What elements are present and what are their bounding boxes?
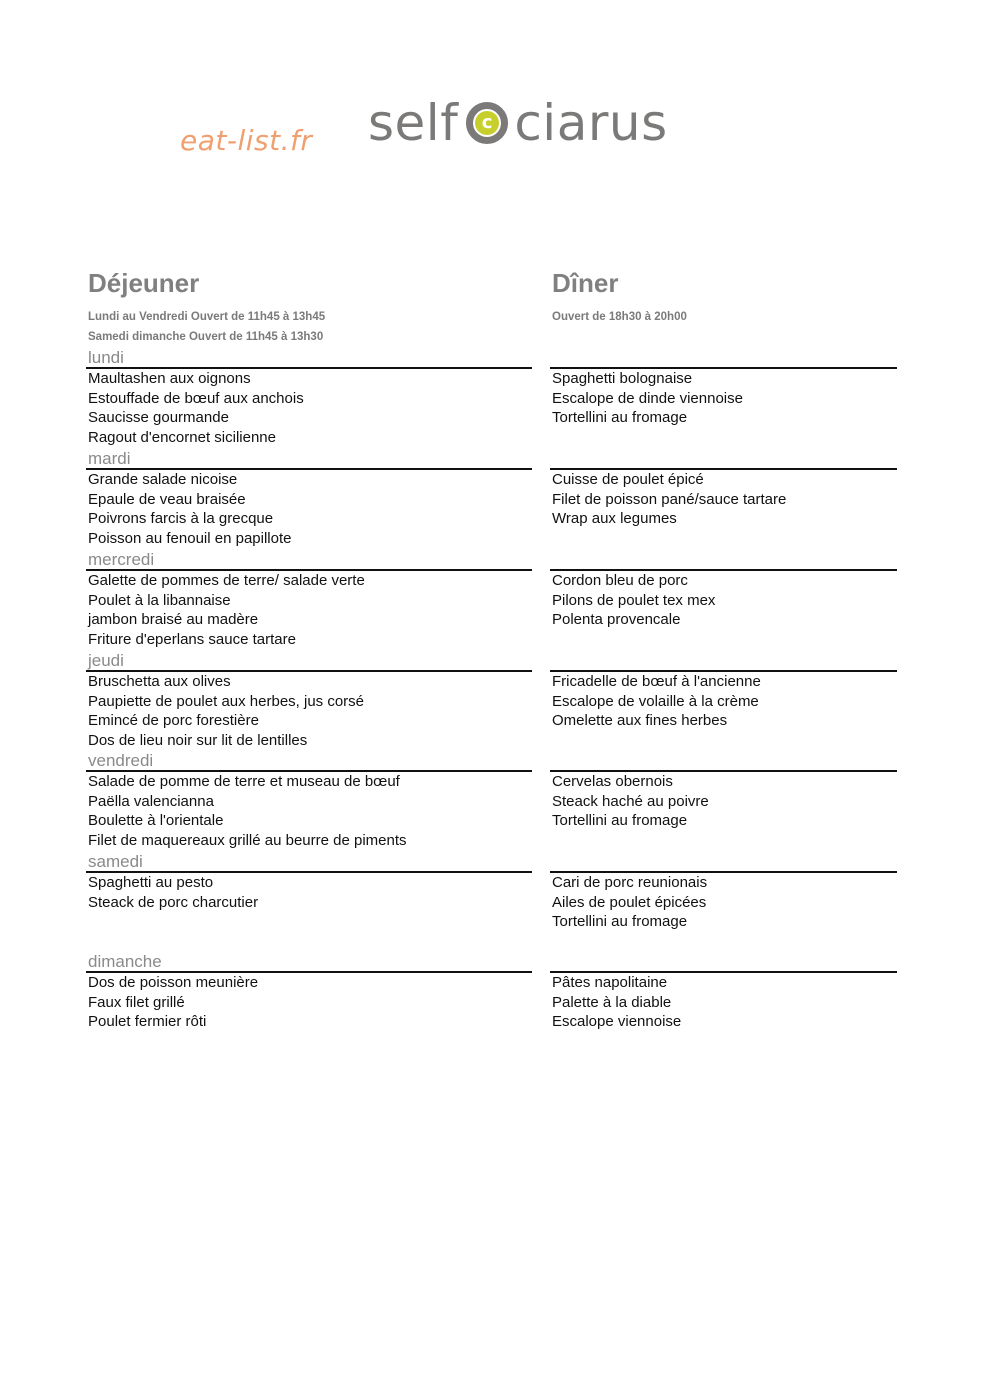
watermark-text: eat-list.fr — [180, 124, 313, 157]
menu-item: Cuisse de poulet épicé — [552, 471, 704, 488]
menu-item: Maultashen aux oignons — [88, 370, 251, 387]
dinner-title: Dîner — [552, 268, 619, 298]
menu-item: Palette à la diable — [552, 993, 672, 1011]
menu-item: Grande salade nicoise — [88, 471, 238, 488]
dinner-list-jeudi — [552, 672, 761, 731]
menu-item: Steack de porc charcutier — [88, 893, 259, 911]
menu-item: Tortellini au fromage — [552, 812, 688, 830]
menu-item: Omelette aux fines herbes — [552, 712, 728, 730]
menu-item: Filet de poisson pané/sauce tartare — [552, 490, 787, 508]
lunch-list-jeudi — [88, 672, 364, 751]
menu-item: Escalope viennoise — [552, 1013, 682, 1031]
day-label-dimanche: dimanche — [88, 952, 162, 971]
menu-item: Boulette à l'orientale — [88, 812, 224, 830]
menu-item: Tortellini au fromage — [552, 913, 688, 931]
lunch-list-lundi — [88, 369, 304, 448]
menu-item: Epaule de veau braisée — [88, 490, 246, 508]
lunch-list-mercredi — [88, 571, 365, 650]
menu-item: Dos de poisson meunière — [88, 974, 259, 991]
menu-item: Bruschetta aux olives — [88, 673, 231, 690]
dinner-list-mercredi — [552, 571, 715, 630]
menu-item: Ragout d'encornet sicilienne — [88, 429, 276, 447]
menu-item: Dos de lieu noir sur lit de lentilles — [88, 732, 308, 750]
menu-item: Escalope de dinde viennoise — [552, 389, 743, 407]
menu-item: jambon braisé au madère — [88, 611, 259, 629]
dinner-list-dimanche — [552, 973, 681, 1032]
logo-c-icon: c — [466, 102, 508, 144]
lunch-list-samedi — [88, 873, 258, 912]
menu-item: Poisson au fenouil en papillote — [88, 530, 292, 548]
lunch-hours-weekend: Samedi dimanche Ouvert de 11h45 à 13h30 — [88, 331, 324, 343]
menu-item: Cari de porc reunionais — [552, 874, 708, 891]
dinner-list-vendredi — [552, 772, 709, 831]
menu-item: Filet de maquereaux grillé au beurre de piments — [88, 832, 407, 850]
day-label-lundi: lundi — [88, 348, 124, 367]
menu-item: Paupiette de poulet aux herbes, jus corsé — [88, 692, 365, 710]
dinner-list-samedi — [552, 873, 707, 932]
day-label-jeudi: jeudi — [88, 651, 124, 670]
menu-item: Spaghetti au pesto — [88, 874, 214, 891]
day-label-mercredi: mercredi — [88, 550, 155, 569]
day-label-samedi: samedi — [88, 852, 143, 871]
menu-item: Wrap aux legumes — [552, 510, 677, 528]
menu-item: Poulet fermier rôti — [88, 1013, 207, 1031]
menu-item: Emincé de porc forestière — [88, 712, 259, 730]
self-ciarus-logo — [368, 94, 668, 152]
menu-item: Steack haché au poivre — [552, 792, 709, 810]
menu-item: Pilons de poulet tex mex — [552, 591, 716, 609]
dinner-hours: Ouvert de 18h30 à 20h00 — [552, 311, 687, 323]
lunch-list-dimanche — [88, 973, 258, 1032]
lunch-title: Déjeuner — [88, 268, 200, 298]
logo-text-right: ciarus — [514, 94, 668, 152]
menu-item: Ailes de poulet épicées — [552, 893, 707, 911]
menu-item: Fricadelle de bœuf à l'ancienne — [552, 673, 761, 690]
lunch-list-vendredi — [88, 772, 407, 851]
lunch-hours-weekday: Lundi au Vendredi Ouvert de 11h45 à 13h45 — [88, 311, 326, 323]
dinner-list-lundi — [552, 369, 743, 428]
menu-item: Salade de pomme de terre et museau de bœuf — [88, 773, 400, 790]
menu-item: Estouffade de bœuf aux anchois — [88, 389, 304, 407]
menu-item: Polenta provencale — [552, 611, 681, 629]
menu-item: Escalope de volaille à la crème — [552, 692, 759, 710]
menu-item: Tortellini au fromage — [552, 409, 688, 427]
day-label-mardi: mardi — [88, 449, 131, 468]
lunch-list-mardi — [88, 470, 291, 549]
menu-item: Paëlla valencianna — [88, 792, 214, 810]
menu-item: Poulet à la libannaise — [88, 591, 231, 609]
menu-item: Galette de pommes de terre/ salade verte — [88, 572, 365, 589]
menu-item: Cervelas obernois — [552, 773, 673, 790]
logo-text-left: self — [368, 94, 459, 152]
menu-item: Saucisse gourmande — [88, 409, 229, 427]
menu-item: Friture d'eperlans sauce tartare — [88, 631, 296, 649]
menu-item: Poivrons farcis à la grecque — [88, 510, 274, 528]
day-label-vendredi: vendredi — [88, 751, 154, 770]
menu-item: Cordon bleu de porc — [552, 572, 688, 589]
menu-item: Faux filet grillé — [88, 993, 185, 1011]
menu-item: Spaghetti bolognaise — [552, 370, 693, 387]
menu-item: Pâtes napolitaine — [552, 974, 668, 991]
dinner-list-mardi — [552, 470, 786, 529]
